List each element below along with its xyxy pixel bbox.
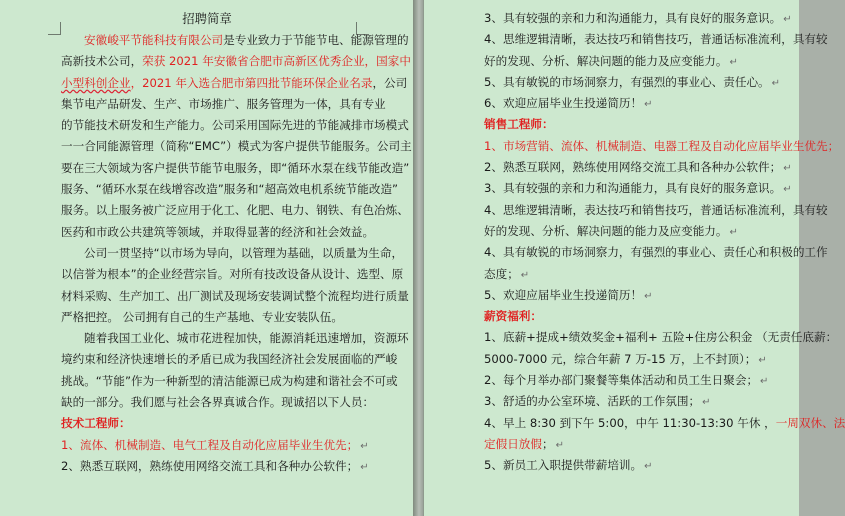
intro-line-8: 服务、“循环水泵在线增容改造”服务和“超高效电机系统节能改造” — [61, 182, 399, 197]
para2-line-4: 严格把控。 公司拥有自己的生产基地、专业安装队伍。 — [61, 309, 343, 324]
paragraph-mark-icon: ↵ — [644, 290, 653, 302]
sales-item-text: 好的发现、分析、解决问题的能力及应变能力。 — [484, 223, 728, 238]
paragraph-mark-icon: ↵ — [783, 14, 792, 25]
sales-item-text: 2、熟悉互联网，熟练使用网络交流工具和各种办公软件； — [484, 160, 782, 175]
sales-item-3 — [484, 178, 792, 199]
para3-line-3: 挑战。“节能”作为一种新型的清洁能源已成为构建和谐社会不可或 — [61, 373, 398, 388]
salary-item-4-cont — [484, 434, 780, 455]
page-gutter — [413, 0, 423, 516]
intro-line-6: 一一合同能源管理（简称“EMC”）模式为客户提供节能服务。公司主 — [61, 139, 412, 154]
para2-line-1: 公司一贯坚持“以市场为导向，以管理为基础，以质量为生命， — [84, 245, 404, 260]
intro-line-5: 的节能技术研发和生产能力。公司采用国际先进的节能减排市场模式 — [61, 118, 409, 133]
sales-engineer-heading: 销售工程师： — [484, 117, 554, 132]
tech-item-2 — [61, 456, 369, 477]
salary-item-text: 4、早上 8:30 到下午 5:00，中午 11:30-13:30 午休 ， — [484, 415, 776, 430]
tech-item-text: 1、流体、机械制造、电气工程及自动化应届毕业生优先； — [61, 437, 359, 452]
award-text: ，2021 年入选合肥市第四批节能环保企业名录 — [130, 75, 373, 90]
paragraph-mark-icon: ↵ — [360, 440, 369, 452]
intro-line-4: 集节电产品研发、生产、市场推广、服务管理为一体，具有专业 — [61, 96, 386, 111]
para3-line-4: 缺的一部分。我们愿与社会各界真诚合作。现诚招以下人员： — [61, 395, 375, 410]
left-page — [0, 0, 413, 516]
intro-line-3 — [61, 73, 408, 94]
paragraph-mark-icon: ↵ — [758, 354, 767, 366]
tech-item-4: 4、思维逻辑清晰，表达技巧和销售技巧，普通话标准流利，具有较 — [484, 32, 828, 47]
salary-item-text: 3、舒适的办公室环境、活跃的工作氛围； — [484, 394, 701, 409]
intro-line-10: 医药和市政公共建筑等领域，并取得显著的经济和社会效益。 — [61, 224, 375, 239]
tech-engineer-heading: 技术工程师： — [61, 416, 131, 431]
tech-item-3 — [484, 8, 792, 29]
left-page-content[interactable] — [61, 8, 412, 477]
salary-item-5 — [484, 455, 780, 476]
para2-line-3: 材料采购、生产加工、出厂测试及现场安装调试整个流程均进行质量 — [61, 288, 409, 303]
paragraph-mark-icon: ↵ — [555, 439, 564, 451]
tech-item-4-cont — [484, 51, 780, 72]
salary-item-text: 2、每个月举办部门聚餐等集体活动和员工生日聚会； — [484, 373, 759, 388]
paragraph-mark-icon: ↵ — [729, 56, 738, 68]
intro-text: 高新技术公司， — [61, 54, 143, 69]
salary-item-2 — [484, 370, 780, 391]
sales-item-5: 4、具有敏锐的市场洞察力，有强烈的事业心、责任心和积极的工作 — [484, 245, 828, 260]
para3-line-1: 随着我国工业化、城市花进程加快，能源消耗迅速增加，资源环 — [84, 331, 409, 346]
salary-item-1: 1、底薪+提成+绩效奖金+福利+ 五险+住房公积金 （无责任底薪： — [484, 330, 838, 345]
salary-item-text: ； — [541, 436, 554, 451]
salary-heading: 薪资福利： — [484, 309, 542, 324]
sales-item-4: 4、思维逻辑清晰，表达技巧和销售技巧，普通话标准流利，具有较 — [484, 202, 828, 217]
tech-item-1 — [61, 435, 369, 456]
tech-item-text: 2、熟悉互联网，熟练使用网络交流工具和各种办公软件； — [61, 458, 359, 473]
tech-item-text: 5、具有敏锐的市场洞察力，有强烈的事业心、责任心。 — [484, 74, 770, 89]
sales-item-1 — [484, 136, 840, 157]
intro-line-1 — [61, 30, 409, 51]
tech-item-text: 6、欢迎应届毕业生投递简历！ — [484, 96, 643, 111]
sales-item-text: 5、欢迎应届毕业生投递简历！ — [484, 287, 643, 302]
sales-item-text: 态度； — [484, 266, 519, 281]
paragraph-mark-icon: ↵ — [783, 163, 792, 175]
award-text: 小型科创企业 — [61, 75, 131, 90]
salary-item-3 — [484, 391, 780, 412]
salary-holiday-text: 一周双休、法 — [775, 415, 845, 430]
page-title: 招聘简章 — [182, 11, 232, 26]
tech-item-6 — [484, 93, 780, 114]
tech-item-5 — [484, 72, 780, 93]
salary-item-text: 5000-7000 元，综合年薪 7 万-15 万，上不封顶）； — [484, 351, 757, 366]
intro-line-2 — [61, 51, 411, 72]
paragraph-mark-icon: ↵ — [520, 269, 530, 281]
sales-item-4-cont — [484, 221, 780, 242]
right-page-content[interactable] — [484, 8, 845, 477]
intro-line-9: 服务。以上服务被广泛应用于化工、化肥、电力、钢铁、有色冶炼、 — [61, 203, 409, 218]
paragraph-mark-icon: ↵ — [771, 77, 781, 89]
tech-item-text: 3、具有较强的亲和力和沟通能力，具有良好的服务意识。 — [484, 11, 782, 25]
intro-line-7: 要在三大领域为客户提供节能节电服务，即“循环水泵在线节能改造” — [61, 160, 410, 175]
sales-item-2 — [484, 157, 792, 178]
paragraph-mark-icon: ↵ — [360, 461, 369, 473]
intro-text: ，公司 — [372, 75, 408, 90]
intro-text: 是专业致力于节能节电、能源管理的 — [223, 33, 409, 47]
award-text: 荣获 2021 年安徽省合肥市高新区优秀企业，国家中 — [142, 54, 411, 69]
company-name: 安徽峻平节能科技有限公司 — [84, 33, 224, 47]
para3-line-2: 境约束和经济快速增长的矛盾已成为我国经济社会发展面临的严峻 — [61, 352, 398, 367]
salary-item-4 — [484, 413, 845, 434]
paragraph-mark-icon: ↵ — [760, 376, 769, 388]
sales-item-text: 1、市场营销、流体、机械制造、电器工程及自动化应届毕业生优先； — [484, 138, 840, 153]
sales-item-5-cont — [484, 264, 780, 285]
crop-mark-top-left — [48, 22, 61, 35]
salary-item-1-cont — [484, 349, 780, 370]
right-page — [423, 0, 845, 516]
paragraph-mark-icon: ↵ — [644, 461, 653, 473]
para2-line-2: 以信誉为根本”的企业经营宗旨。对所有技改设备从设计、选型、原 — [61, 267, 404, 282]
paragraph-mark-icon: ↵ — [729, 226, 738, 238]
paragraph-mark-icon: ↵ — [783, 184, 792, 196]
salary-item-text: 5、新员工入职提供带薪培训。 — [484, 458, 643, 473]
paragraph-mark-icon: ↵ — [644, 99, 653, 111]
tech-item-text: 好的发现、分析、解决问题的能力及应变能力。 — [484, 53, 728, 68]
sales-item-text: 3、具有较强的亲和力和沟通能力，具有良好的服务意识。 — [484, 181, 782, 196]
salary-holiday-text: 定假日放假 — [484, 436, 542, 451]
sales-item-6 — [484, 285, 780, 306]
paragraph-mark-icon: ↵ — [702, 397, 711, 409]
